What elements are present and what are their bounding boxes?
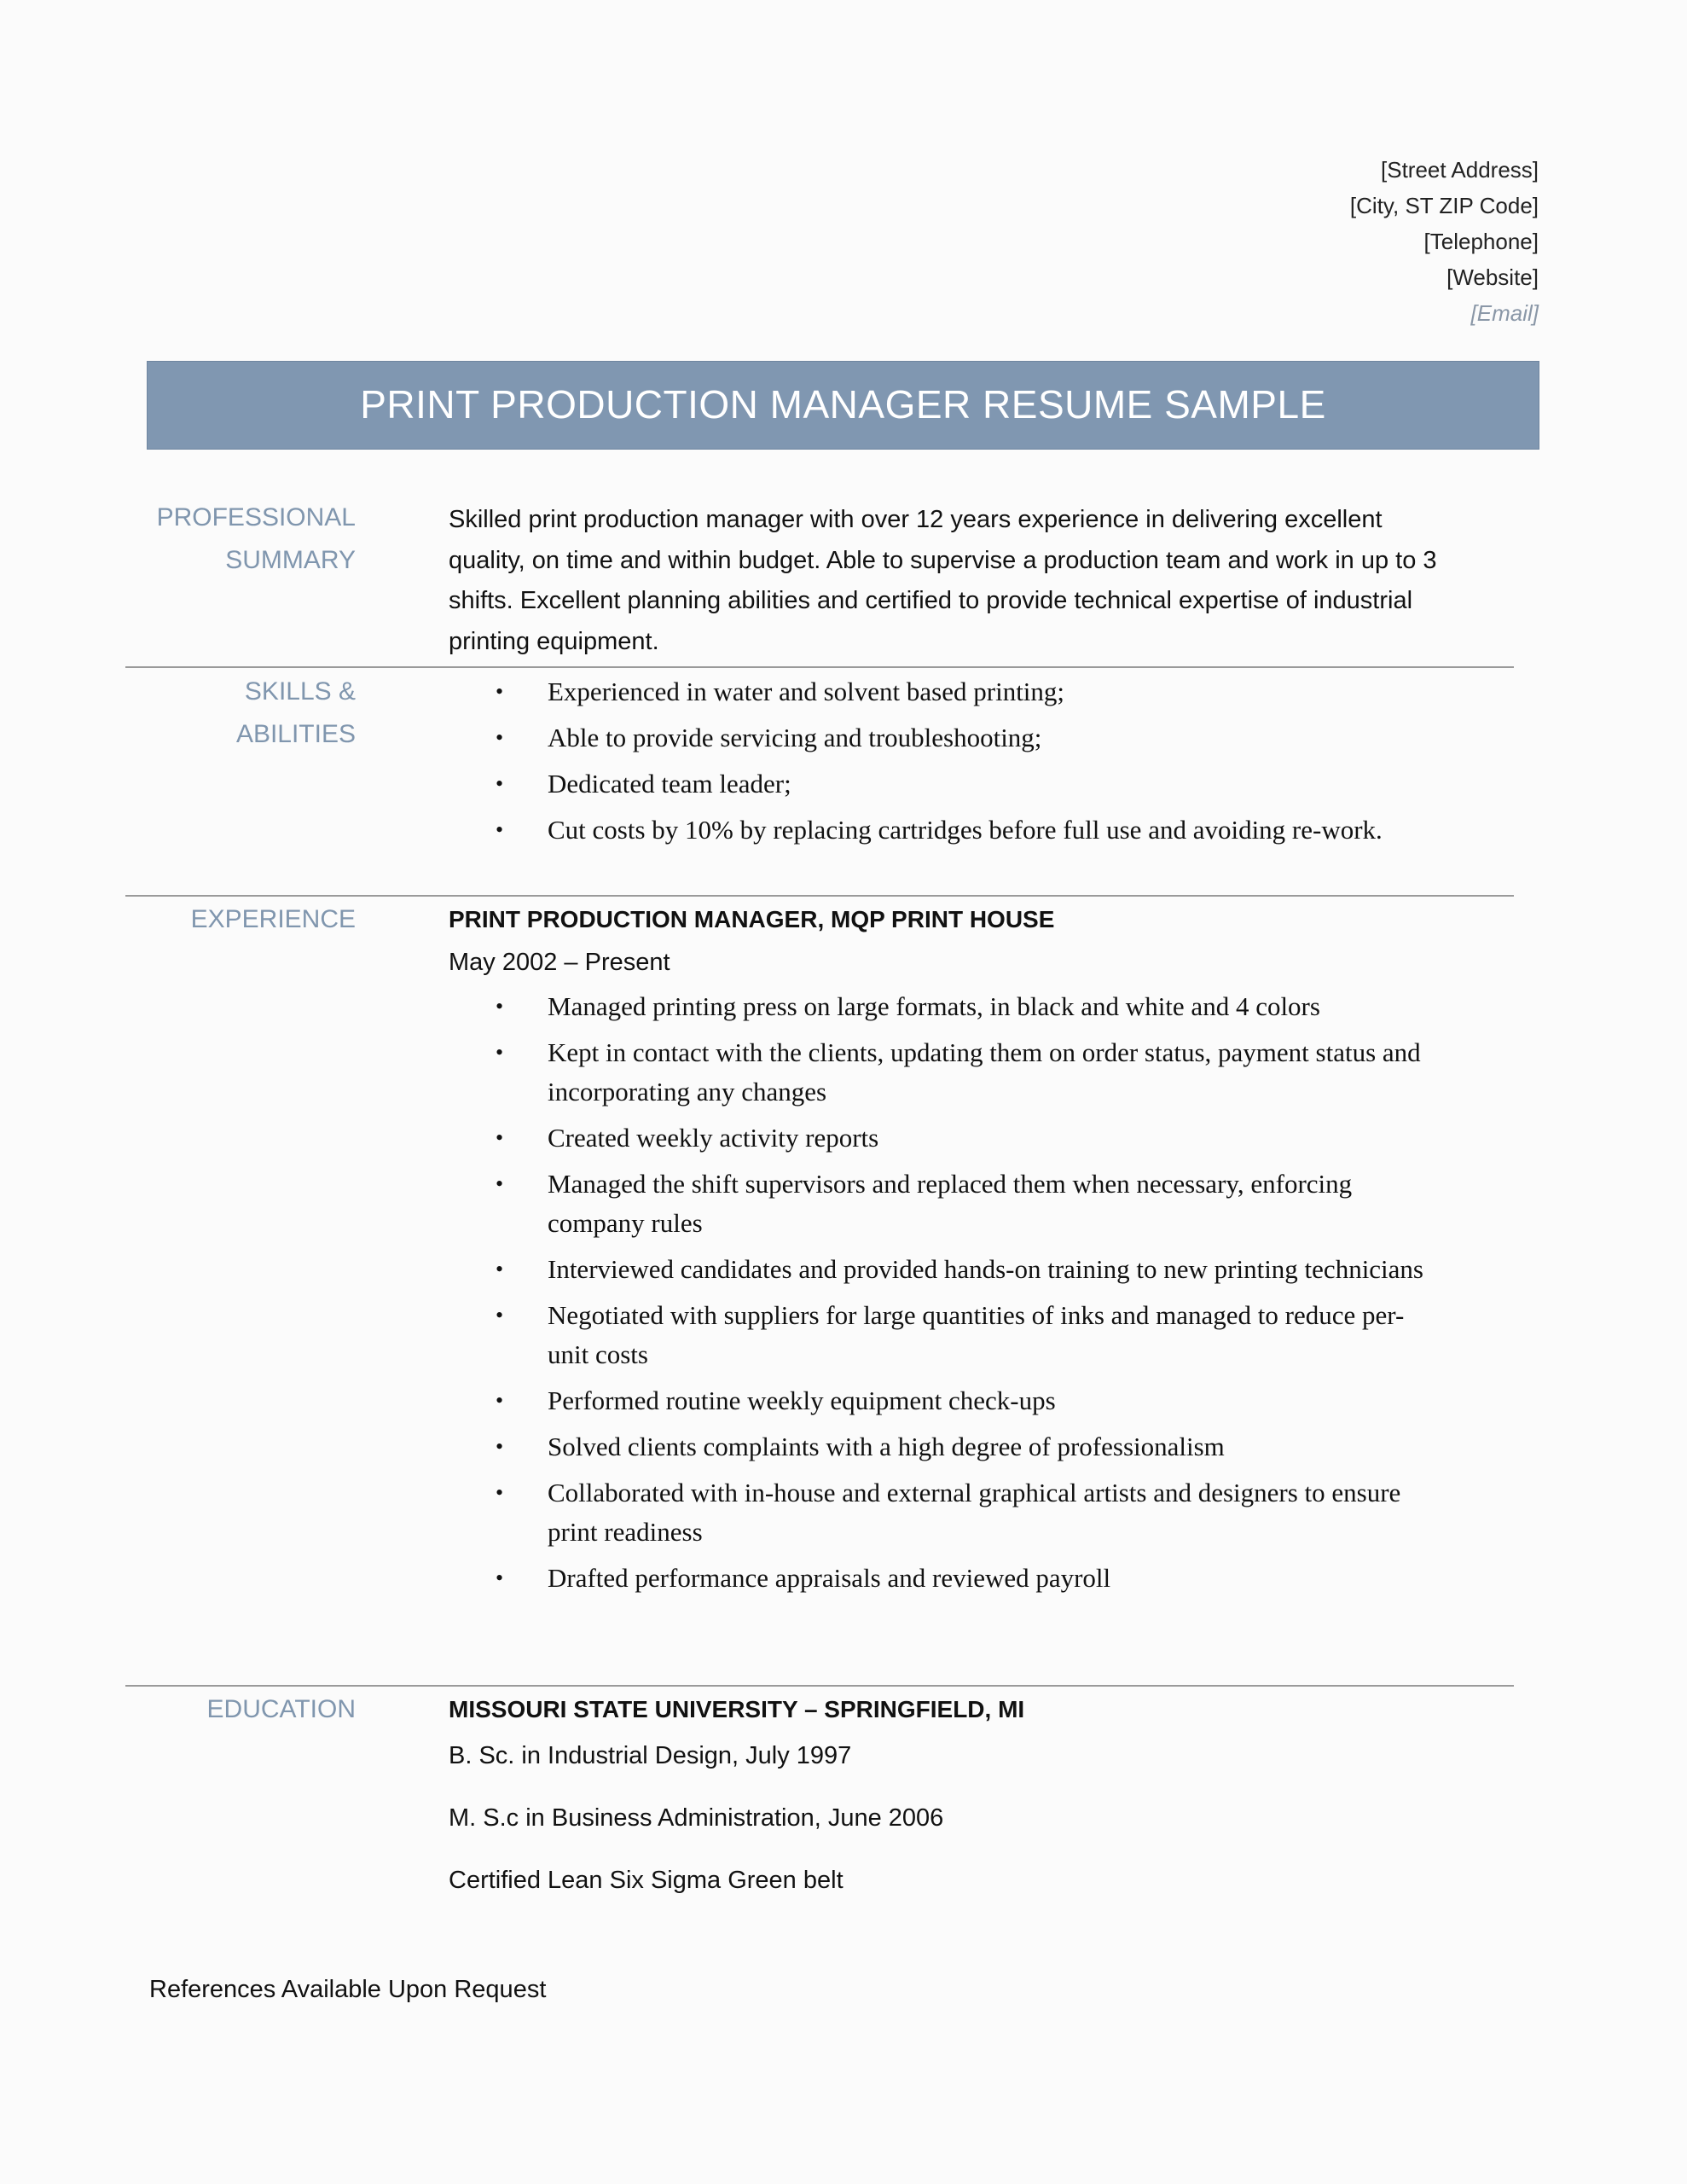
education-label: EDUCATION [206, 1695, 356, 1723]
resume-title: PRINT PRODUCTION MANAGER RESUME SAMPLE [360, 382, 1326, 427]
bullet-icon: • [496, 771, 504, 796]
list-item: • Dedicated team leader; [449, 764, 1412, 804]
section-divider [125, 895, 1514, 897]
experience-label: EXPERIENCE [190, 905, 356, 933]
bullet-icon: • [496, 1303, 504, 1327]
bullet-icon: • [496, 1171, 504, 1196]
list-item: • Collaborated with in-house and external graphical artists and designers to ensure print readiness [449, 1473, 1438, 1552]
summary-label-line2: SUMMARY [225, 546, 356, 574]
bullet-icon: • [496, 1388, 504, 1413]
bullet-icon: • [496, 1125, 504, 1150]
list-item: • Managed the shift supervisors and replaced them when necessary, enforcing company rules [449, 1165, 1438, 1243]
list-item: • Experienced in water and solvent based printing; [449, 672, 1412, 712]
summary-text: Skilled print production manager with over 12 years experience in delivering excellent quality, on time and within budget. Able to supervise a production team and work in up to 3 shifts. Excellent planning abilities and certified to provide technical expertise of industrial printing equipment. [449, 506, 1437, 655]
degree-msc: M. S.c in Business Administration, June 2006 [449, 1804, 944, 1832]
bullet-icon: • [496, 1040, 504, 1065]
list-item: • Performed routine weekly equipment check-ups [449, 1381, 1438, 1420]
bullet-icon: • [496, 725, 504, 750]
list-item: • Cut costs by 10% by replacing cartridges before full use and avoiding re-work. [449, 810, 1412, 850]
bullet-icon: • [496, 1565, 504, 1590]
resume-title-banner [147, 361, 1539, 450]
experience-content [449, 898, 1438, 1605]
school-name: MISSOURI STATE UNIVERSITY – SPRINGFIELD, MI [449, 1696, 1025, 1722]
list-item: • Managed printing press on large formats, in black and white and 4 colors [449, 987, 1438, 1026]
section-divider [125, 1685, 1514, 1687]
bullet-icon: • [496, 1434, 504, 1459]
list-item: • Created weekly activity reports [449, 1118, 1438, 1158]
list-item: • Negotiated with suppliers for large quantities of inks and managed to reduce per-unit costs [449, 1296, 1438, 1374]
bullet-icon: • [496, 679, 504, 704]
list-item: • Solved clients complaints with a high degree of professionalism [449, 1427, 1438, 1467]
bullet-icon: • [496, 1480, 504, 1505]
job-title: PRINT PRODUCTION MANAGER, MQP PRINT HOUSE [449, 906, 1055, 932]
list-item: • Able to provide servicing and troubleshooting; [449, 718, 1412, 758]
website: [Website] [1446, 264, 1539, 290]
certification: Certified Lean Six Sigma Green belt [449, 1867, 844, 1894]
bullet-icon: • [496, 1257, 504, 1281]
bullet-icon: • [496, 994, 504, 1019]
summary-content [449, 500, 1455, 662]
education-content [449, 1688, 1438, 1902]
bullet-icon: • [496, 817, 504, 842]
list-item: • Drafted performance appraisals and reviewed payroll [449, 1559, 1438, 1598]
skills-list [449, 672, 1412, 850]
summary-label-line1: PROFESSIONAL [156, 503, 356, 531]
skills-content [449, 672, 1412, 857]
summary-label [125, 497, 356, 582]
street-address: [Street Address] [1381, 157, 1539, 183]
list-item: • Kept in contact with the clients, updating them on order status, payment status and incorporating any changes [449, 1033, 1438, 1112]
section-divider [125, 666, 1514, 668]
telephone: [Telephone] [1423, 229, 1539, 254]
references-note: References Available Upon Request [149, 1976, 547, 2003]
job-dates: May 2002 – Present [449, 949, 670, 976]
contact-block [1350, 152, 1539, 331]
skills-label: SKILLS & ABILITIES [235, 677, 356, 748]
city-state-zip: [City, ST ZIP Code] [1349, 193, 1539, 218]
experience-list [449, 987, 1438, 1598]
list-item: • Interviewed candidates and provided hands-on training to new printing technicians [449, 1250, 1438, 1289]
degree-bsc: B. Sc. in Industrial Design, July 1997 [449, 1742, 852, 1769]
email: [Email] [1470, 300, 1539, 326]
